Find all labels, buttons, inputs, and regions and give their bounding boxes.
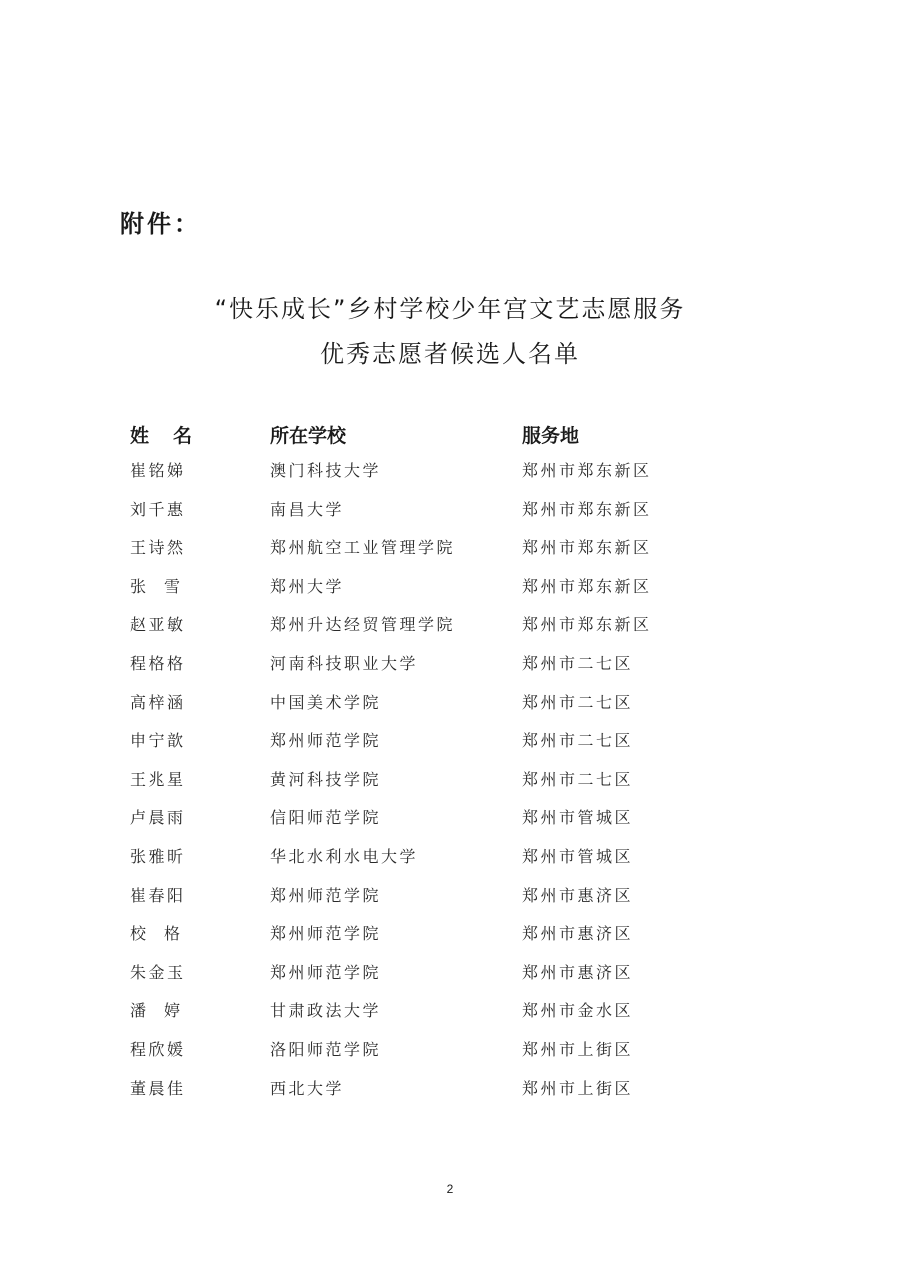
document-title-line-1: “快乐成长”乡村学校少年宫文艺志愿服务 (214, 295, 686, 323)
candidate-name: 王兆星 (130, 769, 186, 789)
candidate-school: 郑州师范学院 (270, 962, 382, 982)
table-row (0, 881, 900, 920)
document-title-line-2: 优秀志愿者候选人名单 (320, 340, 580, 368)
table-row (0, 649, 900, 688)
attachment-label: 附件： (120, 210, 201, 238)
candidate-school: 南昌大学 (270, 499, 345, 519)
table-row (0, 1035, 900, 1074)
candidate-place: 郑州市郑东新区 (522, 499, 652, 519)
candidate-name: 张雪 (130, 576, 199, 596)
table-row (0, 688, 900, 727)
candidate-school: 中国美术学院 (270, 692, 382, 712)
table-row (0, 842, 900, 881)
candidate-place: 郑州市二七区 (522, 769, 634, 789)
table-header (0, 420, 900, 452)
table-row (0, 533, 900, 572)
table-row (0, 996, 900, 1035)
table-row (0, 958, 900, 997)
candidate-school: 信阳师范学院 (270, 808, 382, 828)
candidate-name: 王诗然 (130, 538, 186, 558)
candidate-place: 郑州市二七区 (522, 692, 634, 712)
header-place: 服务地 (522, 425, 580, 447)
candidate-place: 郑州市金水区 (522, 1001, 634, 1021)
candidate-place: 郑州市郑东新区 (522, 576, 652, 596)
candidate-name: 程格格 (130, 653, 186, 673)
page-number: 2 (446, 1182, 454, 1196)
candidate-name: 高梓涵 (130, 692, 186, 712)
candidate-school: 洛阳师范学院 (270, 1039, 382, 1059)
candidate-place: 郑州市惠济区 (522, 962, 634, 982)
candidate-name: 崔铭娣 (130, 461, 186, 480)
table-row (0, 495, 900, 534)
candidate-place: 郑州市郑东新区 (522, 538, 652, 558)
candidate-school: 郑州师范学院 (270, 885, 382, 905)
candidate-name: 刘千惠 (130, 499, 186, 519)
candidate-school: 郑州师范学院 (270, 924, 382, 944)
candidate-school: 郑州师范学院 (270, 731, 382, 751)
candidate-name: 卢晨雨 (130, 808, 186, 828)
candidate-school: 甘肃政法大学 (270, 1001, 382, 1021)
candidate-name: 申宁歆 (130, 731, 186, 751)
candidate-place: 郑州市二七区 (522, 731, 634, 751)
candidate-name: 程欣媛 (130, 1039, 186, 1059)
candidate-school: 郑州大学 (270, 576, 345, 596)
table-row (0, 610, 900, 649)
candidate-place: 郑州市惠济区 (522, 924, 634, 944)
candidate-place: 郑州市郑东新区 (522, 461, 652, 480)
candidate-name: 张雅昕 (130, 846, 186, 866)
candidate-school: 华北水利水电大学 (270, 846, 419, 866)
candidate-place: 郑州市上街区 (522, 1078, 634, 1098)
candidate-list (0, 456, 900, 1112)
table-row (0, 572, 900, 611)
candidate-school: 澳门科技大学 (270, 461, 382, 480)
candidate-place: 郑州市二七区 (522, 653, 634, 673)
candidate-school: 西北大学 (270, 1078, 345, 1098)
table-row (0, 456, 900, 495)
candidate-name: 潘婷 (130, 1001, 199, 1021)
candidate-name: 赵亚敏 (130, 615, 186, 635)
header-school: 所在学校 (270, 425, 347, 447)
candidate-school: 郑州升达经贸管理学院 (270, 615, 456, 635)
table-row (0, 919, 900, 958)
candidate-name: 朱金玉 (130, 962, 186, 982)
candidate-school: 河南科技职业大学 (270, 653, 419, 673)
candidate-name: 崔春阳 (130, 885, 186, 905)
candidate-place: 郑州市上街区 (522, 1039, 634, 1059)
table-row (0, 803, 900, 842)
candidate-place: 郑州市管城区 (522, 846, 634, 866)
table-row (0, 726, 900, 765)
candidate-place: 郑州市郑东新区 (522, 615, 652, 635)
candidate-name: 董晨佳 (130, 1078, 186, 1098)
candidate-name: 校格 (130, 924, 199, 944)
header-name: 姓名 (130, 425, 217, 447)
candidate-school: 黄河科技学院 (270, 769, 382, 789)
candidate-place: 郑州市惠济区 (522, 885, 634, 905)
candidate-place: 郑州市管城区 (522, 808, 634, 828)
table-row (0, 765, 900, 804)
candidate-school: 郑州航空工业管理学院 (270, 538, 456, 558)
table-row (0, 1074, 900, 1113)
